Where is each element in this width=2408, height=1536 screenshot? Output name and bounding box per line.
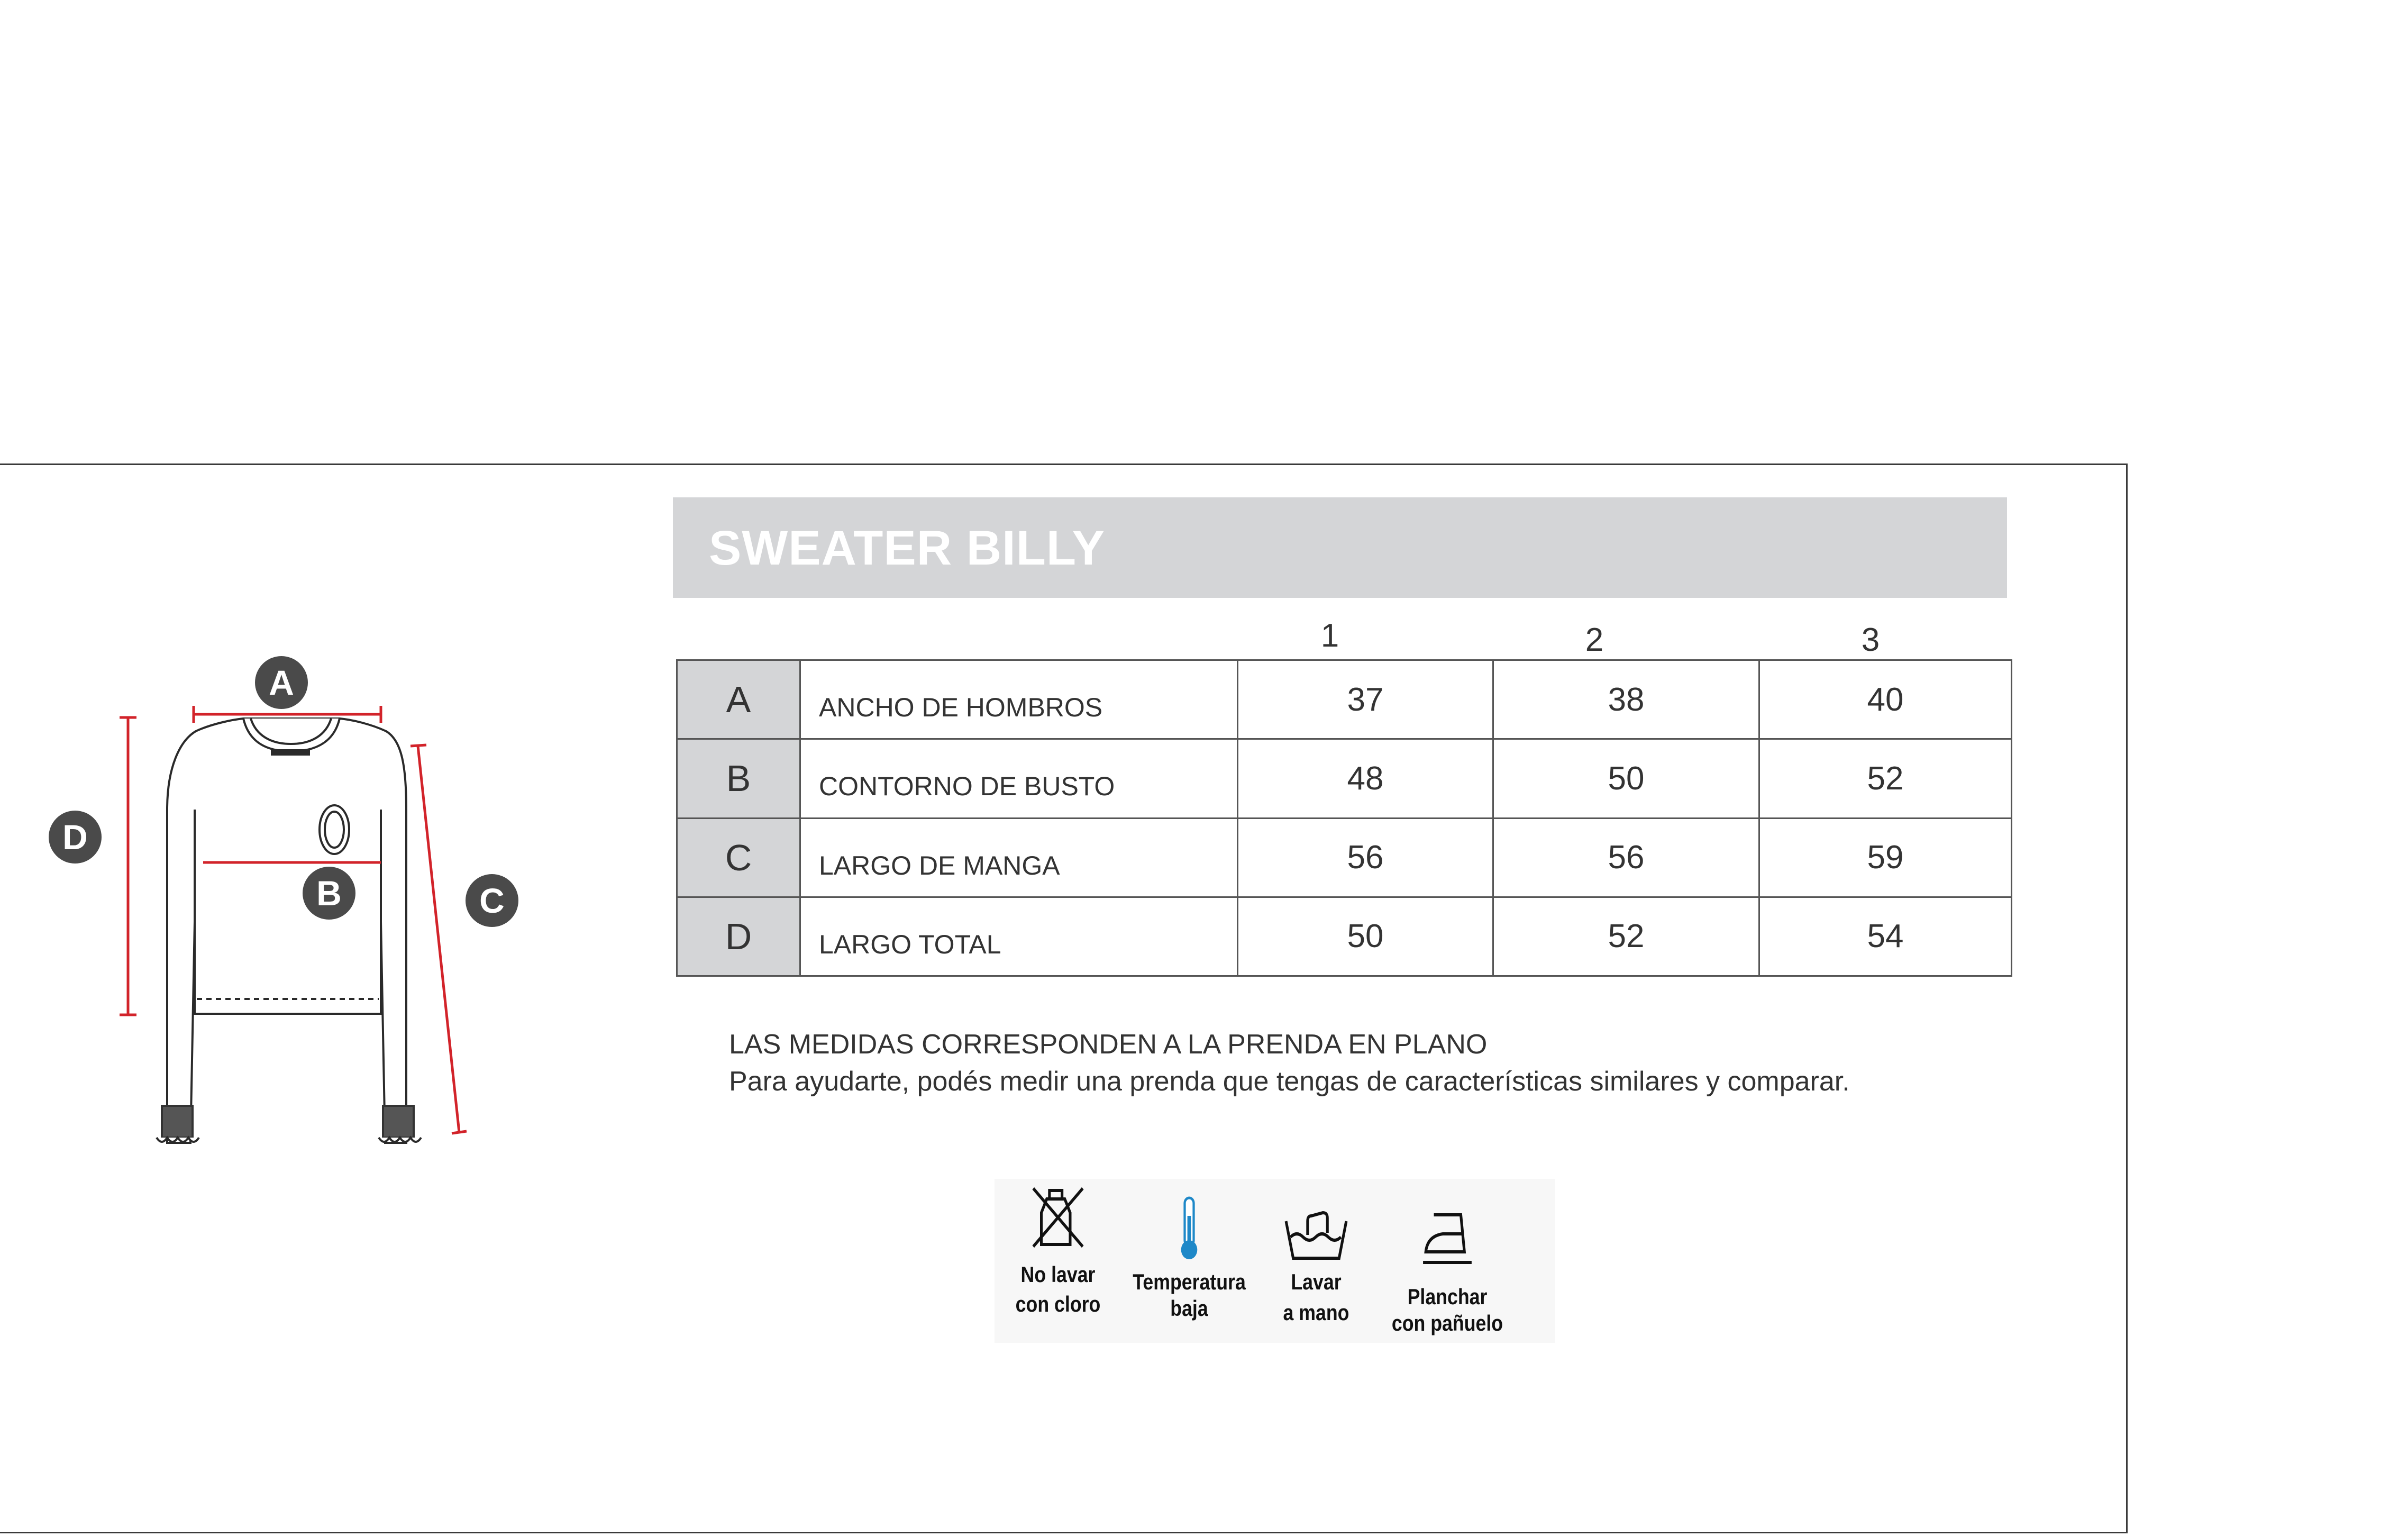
row-value: 56 <box>1238 818 1493 897</box>
table-row <box>677 739 2012 818</box>
label-a-badge: A <box>255 656 308 709</box>
care-no-bleach <box>1009 1183 1108 1318</box>
care-no-bleach-line1: No lavar <box>1020 1262 1096 1287</box>
row-key: D <box>677 897 800 976</box>
care-low-temperature <box>1131 1195 1248 1322</box>
compare-tip-note: Para ayudarte, podés medir una prenda que tengas de características similares y comparar. <box>729 1066 1850 1097</box>
care-hand-wash <box>1271 1205 1361 1326</box>
row-value: 40 <box>1759 660 2012 739</box>
care-iron-line2: con pañuelo <box>1391 1311 1503 1336</box>
flat-measure-note: LAS MEDIDAS CORRESPONDEN A LA PRENDA EN PLANO <box>729 1029 1488 1060</box>
row-value: 37 <box>1238 660 1493 739</box>
row-label: CONTORNO DE BUSTO <box>800 739 1238 818</box>
no-bleach-icon <box>1029 1183 1088 1252</box>
row-label: LARGO TOTAL <box>800 897 1238 976</box>
care-hand-wash-line2: a mano <box>1283 1300 1349 1325</box>
label-d-badge: D <box>49 811 102 864</box>
row-label: ANCHO DE HOMBROS <box>800 660 1238 739</box>
row-value: 52 <box>1759 739 2012 818</box>
row-label: LARGO DE MANGA <box>800 818 1238 897</box>
measure-line-c <box>411 745 467 1133</box>
row-value: 52 <box>1493 897 1759 976</box>
label-c-badge: C <box>466 874 518 927</box>
measure-line-d <box>120 717 136 1015</box>
sweater-outline <box>157 719 421 1143</box>
care-no-bleach-line2: con cloro <box>1015 1292 1101 1317</box>
product-title: SWEATER BILLY <box>709 521 1106 575</box>
row-key: C <box>677 818 800 897</box>
row-value: 50 <box>1493 739 1759 818</box>
product-title-bar <box>673 497 2007 598</box>
care-low-temp-line1: Temperatura <box>1133 1269 1246 1294</box>
row-value: 38 <box>1493 660 1759 739</box>
iron-icon <box>1416 1210 1479 1273</box>
table-row <box>677 818 2012 897</box>
care-iron <box>1389 1210 1506 1337</box>
care-low-temp-line2: baja <box>1170 1296 1208 1321</box>
row-value: 50 <box>1238 897 1493 976</box>
row-value: 54 <box>1759 897 2012 976</box>
size-header-2: 2 <box>1585 622 1604 658</box>
table-row <box>677 660 2012 739</box>
row-value: 56 <box>1493 818 1759 897</box>
label-b-badge: B <box>303 867 355 920</box>
care-hand-wash-line1: Lavar <box>1291 1269 1342 1294</box>
table-row <box>677 897 2012 976</box>
row-key: A <box>677 660 800 739</box>
row-value: 59 <box>1759 818 2012 897</box>
size-header-3: 3 <box>1861 622 1880 658</box>
row-value: 48 <box>1238 739 1493 818</box>
care-iron-line1: Planchar <box>1407 1284 1488 1309</box>
size-table <box>676 659 2012 977</box>
size-header-1: 1 <box>1320 617 1339 654</box>
hand-wash-icon <box>1282 1205 1350 1264</box>
row-key: B <box>677 739 800 818</box>
thermometer-icon <box>1173 1195 1205 1264</box>
